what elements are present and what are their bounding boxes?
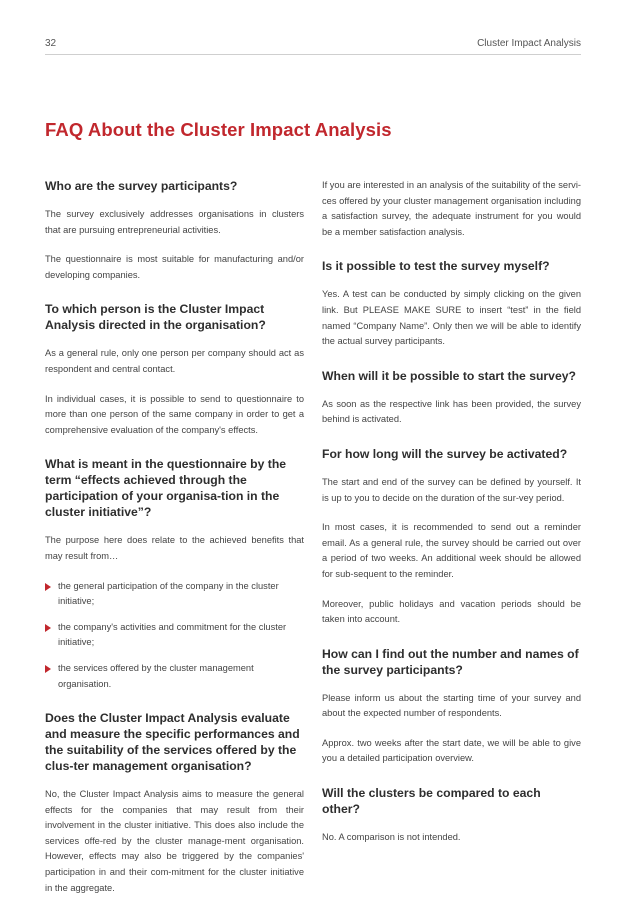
answer-paragraph: The survey exclusively addresses organisations in clusters that are pursuing entrepreneurial activities. [45, 209, 304, 235]
answer-paragraph: Yes. A test can be conducted by simply clicking on the given link. But PLEASE MAKE SURE to insert “test” in the field named “Company Name”. Only then we will be able to identify the actual survey participants. [322, 289, 581, 347]
question-heading: Will the clusters be compared to each other? [322, 786, 541, 817]
answer-paragraph: No. A comparison is not intended. [322, 832, 461, 843]
bullet-item: the general participation of the company in the cluster initiative; [45, 579, 304, 610]
answer-paragraph: The questionnaire is most suitable for manufacturing and/or developing companies. [45, 254, 304, 280]
answer-paragraph: As soon as the respective link has been provided, the survey behind is activated. [322, 398, 581, 425]
question-heading: Who are the survey participants? [45, 179, 238, 193]
question-heading: What is meant in the questionnaire by the term “effects achieved through the participation of your organisa-tion in the cluster initiative”? [45, 457, 287, 520]
question-heading: When will it be possible to start the survey? [322, 368, 576, 383]
question-heading: Is it possible to test the survey myself? [322, 259, 550, 274]
answer-paragraph: The start and end of the survey can be defined by yourself. It is up to you to decide on the duration of the sur-vey period. [322, 476, 581, 503]
right-column [322, 178, 581, 846]
question-heading: How can I find out the number and names of the survey participants? [322, 646, 579, 677]
answer-paragraph: No, the Cluster Impact Analysis aims to measure the general effects for the companies that may result from their involvement in the cluster initiative. This does also include the services offe-red by the cluster manage-ment organisation. However, effects may also be triggered by the companies' participation in and their com-mitment for the cluster initiative in the aggregate. [45, 789, 304, 893]
bullet-triangle-icon [45, 665, 51, 673]
answer-paragraph: Moreover, public holidays and vacation periods should be taken into account. [322, 598, 581, 625]
bullet-triangle-icon [45, 624, 51, 632]
answer-paragraph: In individual cases, it is possible to send to questionnaire to more than one person of the same company in order to get a comprehensive evaluation of the company's effects. [45, 393, 304, 435]
running-title: Cluster Impact Analysis [477, 38, 581, 49]
answer-paragraph: Please inform us about the starting time of your survey and about the expected number of respondents. [322, 692, 581, 719]
left-column [45, 178, 304, 896]
question-heading: For how long will the survey be activated? [322, 446, 568, 461]
answer-paragraph: The purpose here does relate to the achieved benefits that may result from… [45, 535, 304, 561]
question-heading: Does the Cluster Impact Analysis evaluate and measure the specific performances and the suitability of the services offered by the clus-ter management organisation? [45, 711, 300, 774]
answer-paragraph: In most cases, it is recommended to send out a reminder email. As a general rule, the survey should be carried out over a period of two weeks. An additional week should be allowed for sub-sequent to the reminder. [322, 522, 581, 579]
page-title: FAQ About the Cluster Impact Analysis [45, 119, 392, 140]
answer-paragraph: As a general rule, only one person per company should act as respondent and central contact. [45, 348, 304, 374]
bullet-list [45, 579, 304, 693]
answer-paragraph: Approx. two weeks after the start date, we will be able to give you a detailed participation overview. [322, 737, 581, 764]
bullet-item: the services offered by the cluster management organisation. [45, 661, 304, 692]
answer-paragraph: If you are interested in an analysis of the suitability of the servi-ces offered by your cluster management organisation including a satisfaction survey, the adequate instrument for you would be a member satisfaction analysis. [322, 180, 581, 237]
bullet-triangle-icon [45, 583, 51, 591]
question-heading: To which person is the Cluster Impact Analysis directed in the organisation? [45, 302, 266, 333]
page-number: 32 [45, 38, 57, 49]
bullet-item: the company's activities and commitment for the cluster initiative; [45, 620, 304, 651]
page-header [45, 36, 581, 55]
